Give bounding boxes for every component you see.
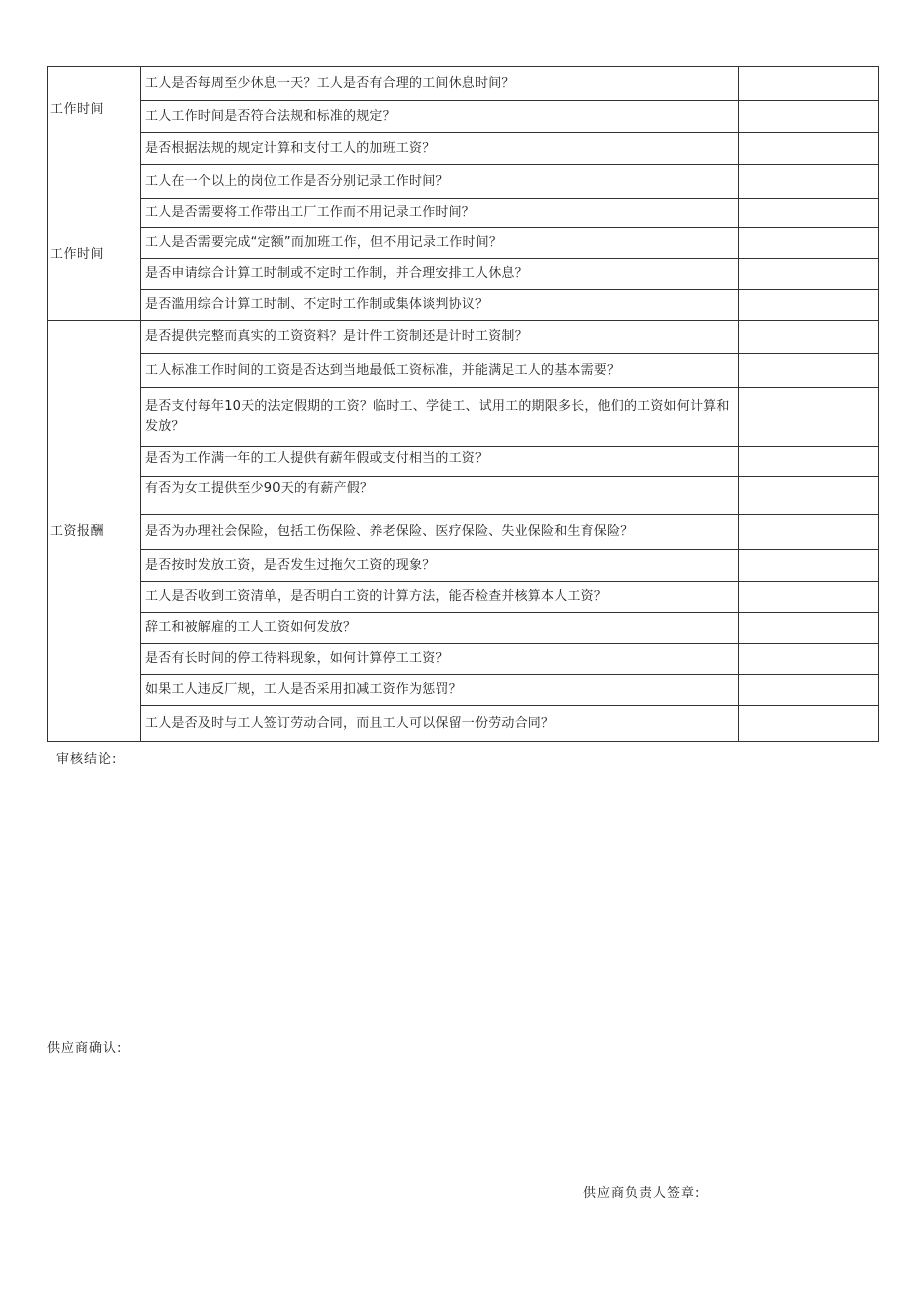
table-row	[48, 228, 879, 259]
result-cell[interactable]	[739, 321, 879, 354]
table-row	[48, 550, 879, 582]
question-cell: 工人标准工作时间的工资是否达到当地最低工资标准，并能满足工人的基本需要？	[141, 354, 739, 388]
result-cell[interactable]	[739, 613, 879, 644]
table-row	[48, 101, 879, 133]
category-wages	[48, 321, 141, 742]
result-cell[interactable]	[739, 165, 879, 199]
result-cell[interactable]	[739, 706, 879, 742]
table-row	[48, 613, 879, 644]
result-cell[interactable]	[739, 477, 879, 515]
question-cell: 工人是否需要完成“定额”而加班工作，但不用记录工作时间？	[141, 228, 739, 259]
question-cell: 是否提供完整而真实的工资资料？是计件工资制还是计时工资制？	[141, 321, 739, 354]
question-cell: 工人是否需要将工作带出工厂工作而不用记录工作时间？	[141, 199, 739, 228]
table-row	[48, 290, 879, 321]
question-cell: 是否为办理社会保险，包括工伤保险、养老保险、医疗保险、失业保险和生育保险？	[141, 515, 739, 550]
question-cell: 工人是否收到工资清单，是否明白工资的计算方法，能否检查并核算本人工资？	[141, 582, 739, 613]
result-cell[interactable]	[739, 67, 879, 101]
result-cell[interactable]	[739, 675, 879, 706]
question-cell: 有否为女工提供至少90天的有薪产假？	[141, 477, 739, 515]
audit-checklist-table	[47, 66, 879, 742]
table-row	[48, 133, 879, 165]
question-cell: 是否按时发放工资，是否发生过拖欠工资的现象？	[141, 550, 739, 582]
result-cell[interactable]	[739, 228, 879, 259]
result-cell[interactable]	[739, 133, 879, 165]
table-row	[48, 515, 879, 550]
table-row	[48, 582, 879, 613]
question-cell: 是否申请综合计算工时制或不定时工作制，并合理安排工人休息？	[141, 259, 739, 290]
table-row	[48, 165, 879, 199]
table-row	[48, 706, 879, 742]
result-cell[interactable]	[739, 582, 879, 613]
question-cell: 是否滥用综合计算工时制、不定时工作制或集体谈判协议？	[141, 290, 739, 321]
question-cell: 是否为工作满一年的工人提供有薪年假或支付相当的工资？	[141, 447, 739, 477]
result-cell[interactable]	[739, 259, 879, 290]
result-cell[interactable]	[739, 550, 879, 582]
category-label-work-time-2: 工作时间	[50, 247, 105, 262]
question-cell: 工人在一个以上的岗位工作是否分别记录工作时间？	[141, 165, 739, 199]
supplier-signature-label: 供应商负责人签章:	[583, 1186, 701, 1201]
table-row	[48, 447, 879, 477]
result-cell[interactable]	[739, 101, 879, 133]
audit-conclusion-label: 审核结论:	[56, 752, 118, 767]
result-cell[interactable]	[739, 354, 879, 388]
table-row	[48, 644, 879, 675]
table-row	[48, 321, 879, 354]
category-label-work-time: 工作时间	[50, 102, 105, 117]
category-label-wages: 工资报酬	[50, 524, 105, 539]
result-cell[interactable]	[739, 447, 879, 477]
category-work-time	[48, 67, 141, 321]
result-cell[interactable]	[739, 199, 879, 228]
question-cell: 工人是否每周至少休息一天？工人是否有合理的工间休息时间？	[141, 67, 739, 101]
question-cell: 辞工和被解雇的工人工资如何发放？	[141, 613, 739, 644]
question-cell: 如果工人违反厂规，工人是否采用扣减工资作为惩罚？	[141, 675, 739, 706]
question-cell: 工人是否及时与工人签订劳动合同，而且工人可以保留一份劳动合同？	[141, 706, 739, 742]
table-row	[48, 259, 879, 290]
table-row	[48, 354, 879, 388]
result-cell[interactable]	[739, 388, 879, 447]
question-cell: 是否支付每年10天的法定假期的工资？临时工、学徒工、试用工的期限多长，他们的工资如何计算和发放？	[141, 388, 739, 447]
result-cell[interactable]	[739, 290, 879, 321]
result-cell[interactable]	[739, 515, 879, 550]
result-cell[interactable]	[739, 644, 879, 675]
question-cell: 是否根据法规的规定计算和支付工人的加班工资？	[141, 133, 739, 165]
table-row	[48, 477, 879, 515]
table-row	[48, 199, 879, 228]
question-cell: 工人工作时间是否符合法规和标准的规定？	[141, 101, 739, 133]
table-row	[48, 675, 879, 706]
table-row	[48, 388, 879, 447]
supplier-confirm-label: 供应商确认:	[47, 1041, 123, 1056]
table-row	[48, 67, 879, 101]
question-cell: 是否有长时间的停工待料现象，如何计算停工工资？	[141, 644, 739, 675]
